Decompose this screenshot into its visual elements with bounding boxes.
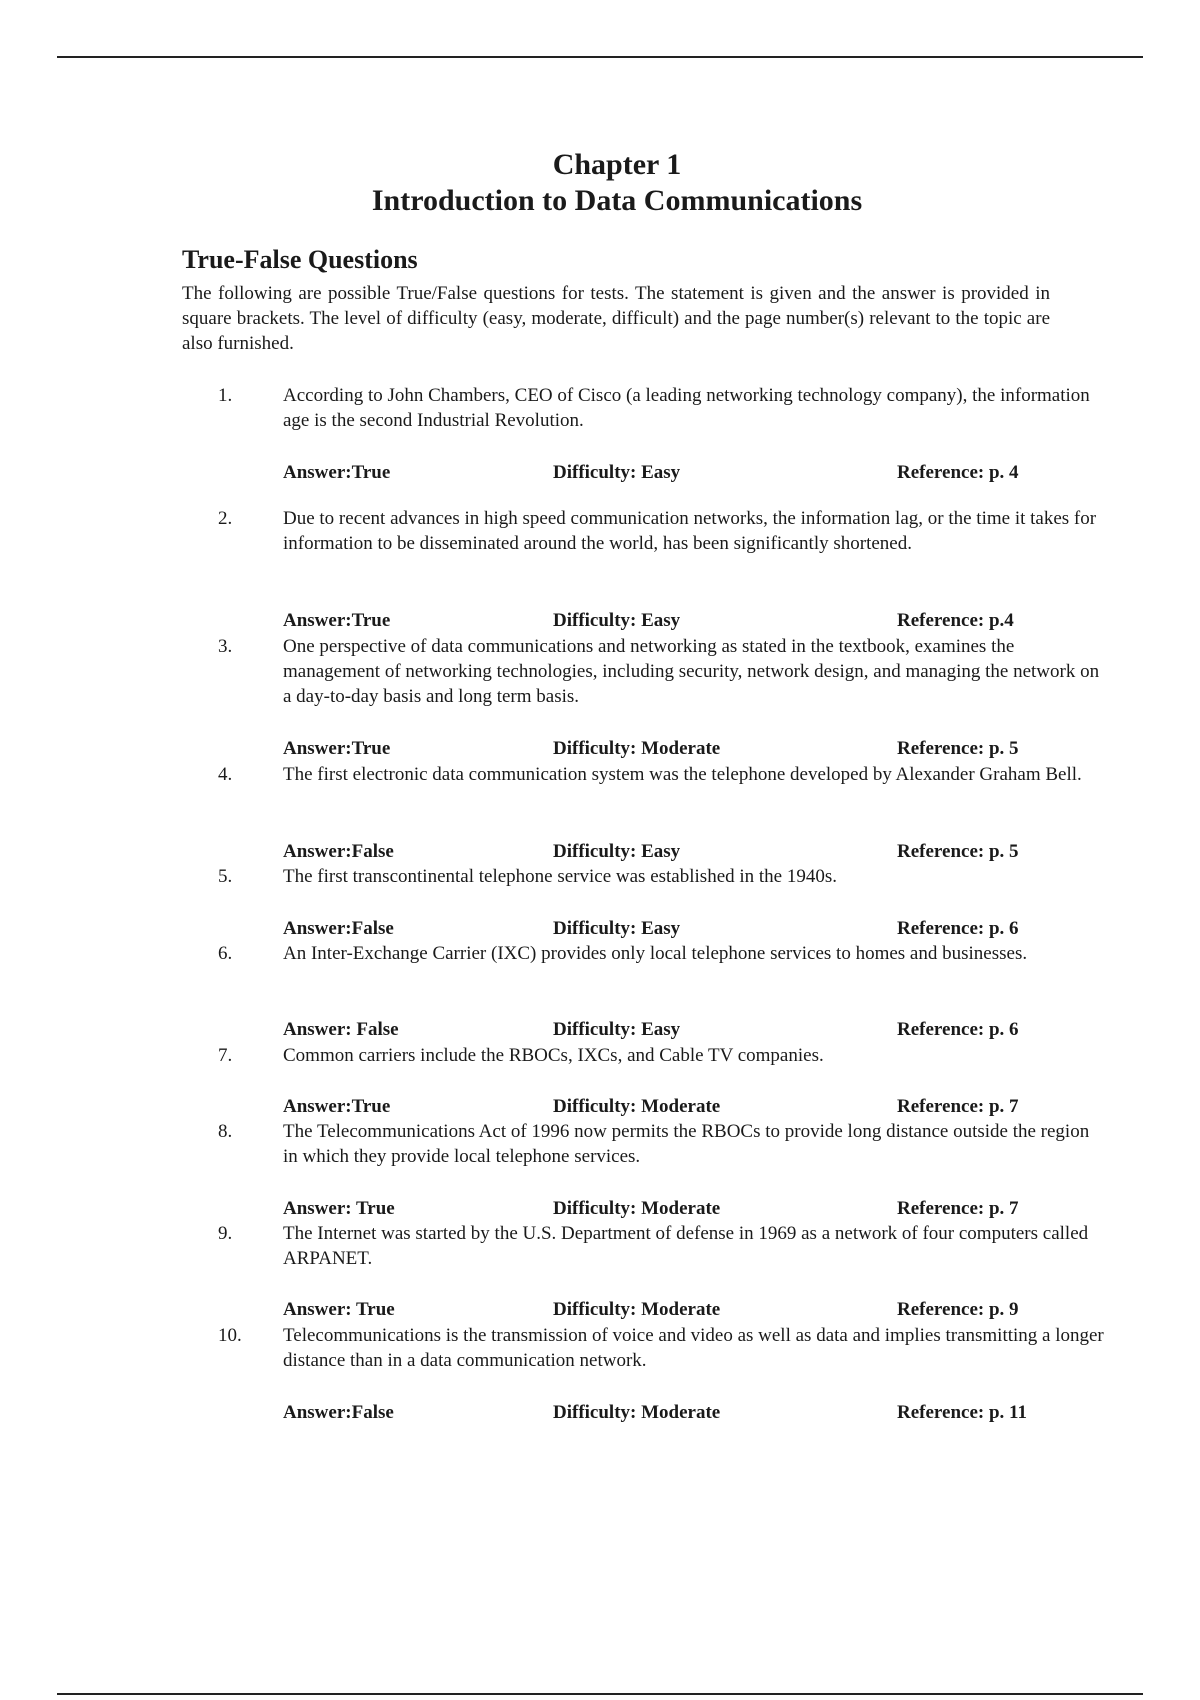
difficulty-value: Difficulty: Easy <box>553 918 681 939</box>
answer-value: Answer:False <box>283 1402 394 1423</box>
answer-value: Answer:True <box>283 738 391 759</box>
answer-value: Answer:False <box>283 841 394 862</box>
question-statement: Common carriers include the RBOCs, IXCs, and Cable TV companies. <box>283 1045 824 1066</box>
answer-value: Answer:True <box>283 462 391 483</box>
question-number: 10. <box>218 1325 242 1346</box>
reference-value: Reference: p. 6 <box>897 1019 1019 1040</box>
question-number: 9. <box>218 1223 233 1244</box>
question-number: 4. <box>218 764 233 785</box>
answer-value: Answer: True <box>283 1299 395 1320</box>
question-statement: The first electronic data communication system was the telephone developed by Alexander Graham Bell. <box>283 764 1082 785</box>
answer-value: Answer: False <box>283 1019 399 1040</box>
question-number: 5. <box>218 866 233 887</box>
difficulty-value: Difficulty: Easy <box>553 462 681 483</box>
reference-value: Reference: p. 7 <box>897 1096 1019 1117</box>
question-number: 6. <box>218 943 233 964</box>
footer-rule <box>57 1693 1143 1695</box>
question-statement: An Inter-Exchange Carrier (IXC) provides only local telephone services to homes and businesses. <box>283 943 1028 964</box>
header-rule <box>57 56 1143 58</box>
question-number: 8. <box>218 1121 233 1142</box>
reference-value: Reference: p. 6 <box>897 918 1019 939</box>
difficulty-value: Difficulty: Moderate <box>553 1299 721 1320</box>
answer-value: Answer:True <box>283 610 391 631</box>
reference-value: Reference: p. 11 <box>897 1402 1027 1423</box>
question-statement: One perspective of data communications and networking as stated in the textbook, examines the management of networking technologies, including security, network design, and managing the network on a day-to-day basis and long term basis. <box>283 636 1100 707</box>
intro-paragraph: The following are possible True/False questions for tests. The statement is given and the answer is provided in square brackets. The level of difficulty (easy, moderate, difficult) and the page number(s) relevant to the topic are also furnished. <box>182 283 1050 354</box>
chapter-title: Chapter 1 <box>552 148 682 181</box>
reference-value: Reference: p. 7 <box>897 1198 1019 1219</box>
question-statement: The first transcontinental telephone service was established in the 1940s. <box>283 866 838 887</box>
question-number: 3. <box>218 636 233 657</box>
question-number: 1. <box>218 385 233 406</box>
question-statement: The Internet was started by the U.S. Department of defense in 1969 as a network of four computers called ARPANET. <box>283 1223 1089 1269</box>
difficulty-value: Difficulty: Easy <box>553 1019 681 1040</box>
answer-value: Answer:False <box>283 918 394 939</box>
question-statement: Due to recent advances in high speed communication networks, the information lag, or the time it takes for information to be disseminated around the world, has been significantly shortened. <box>283 508 1097 554</box>
question-number: 7. <box>218 1045 233 1066</box>
difficulty-value: Difficulty: Easy <box>553 841 681 862</box>
question-statement: The Telecommunications Act of 1996 now permits the RBOCs to provide long distance outside the region in which they provide local telephone services. <box>283 1121 1090 1167</box>
question-statement: Telecommunications is the transmission of voice and video as well as data and implies transmitting a longer distance than in a data communication network. <box>283 1325 1104 1371</box>
answer-value: Answer:True <box>283 1096 391 1117</box>
difficulty-value: Difficulty: Easy <box>553 610 681 631</box>
chapter-subtitle: Introduction to Data Communications <box>371 184 863 217</box>
difficulty-value: Difficulty: Moderate <box>553 738 721 759</box>
difficulty-value: Difficulty: Moderate <box>553 1402 721 1423</box>
section-heading: True-False Questions <box>182 245 418 274</box>
reference-value: Reference: p. 9 <box>897 1299 1019 1320</box>
reference-value: Reference: p. 5 <box>897 738 1019 759</box>
answer-value: Answer: True <box>283 1198 395 1219</box>
question-number: 2. <box>218 508 233 529</box>
reference-value: Reference: p.4 <box>897 610 1014 631</box>
difficulty-value: Difficulty: Moderate <box>553 1096 721 1117</box>
question-statement: According to John Chambers, CEO of Cisco (a leading networking technology company), the information age is the second Industrial Revolution. <box>283 385 1090 431</box>
reference-value: Reference: p. 4 <box>897 462 1019 483</box>
reference-value: Reference: p. 5 <box>897 841 1019 862</box>
difficulty-value: Difficulty: Moderate <box>553 1198 721 1219</box>
